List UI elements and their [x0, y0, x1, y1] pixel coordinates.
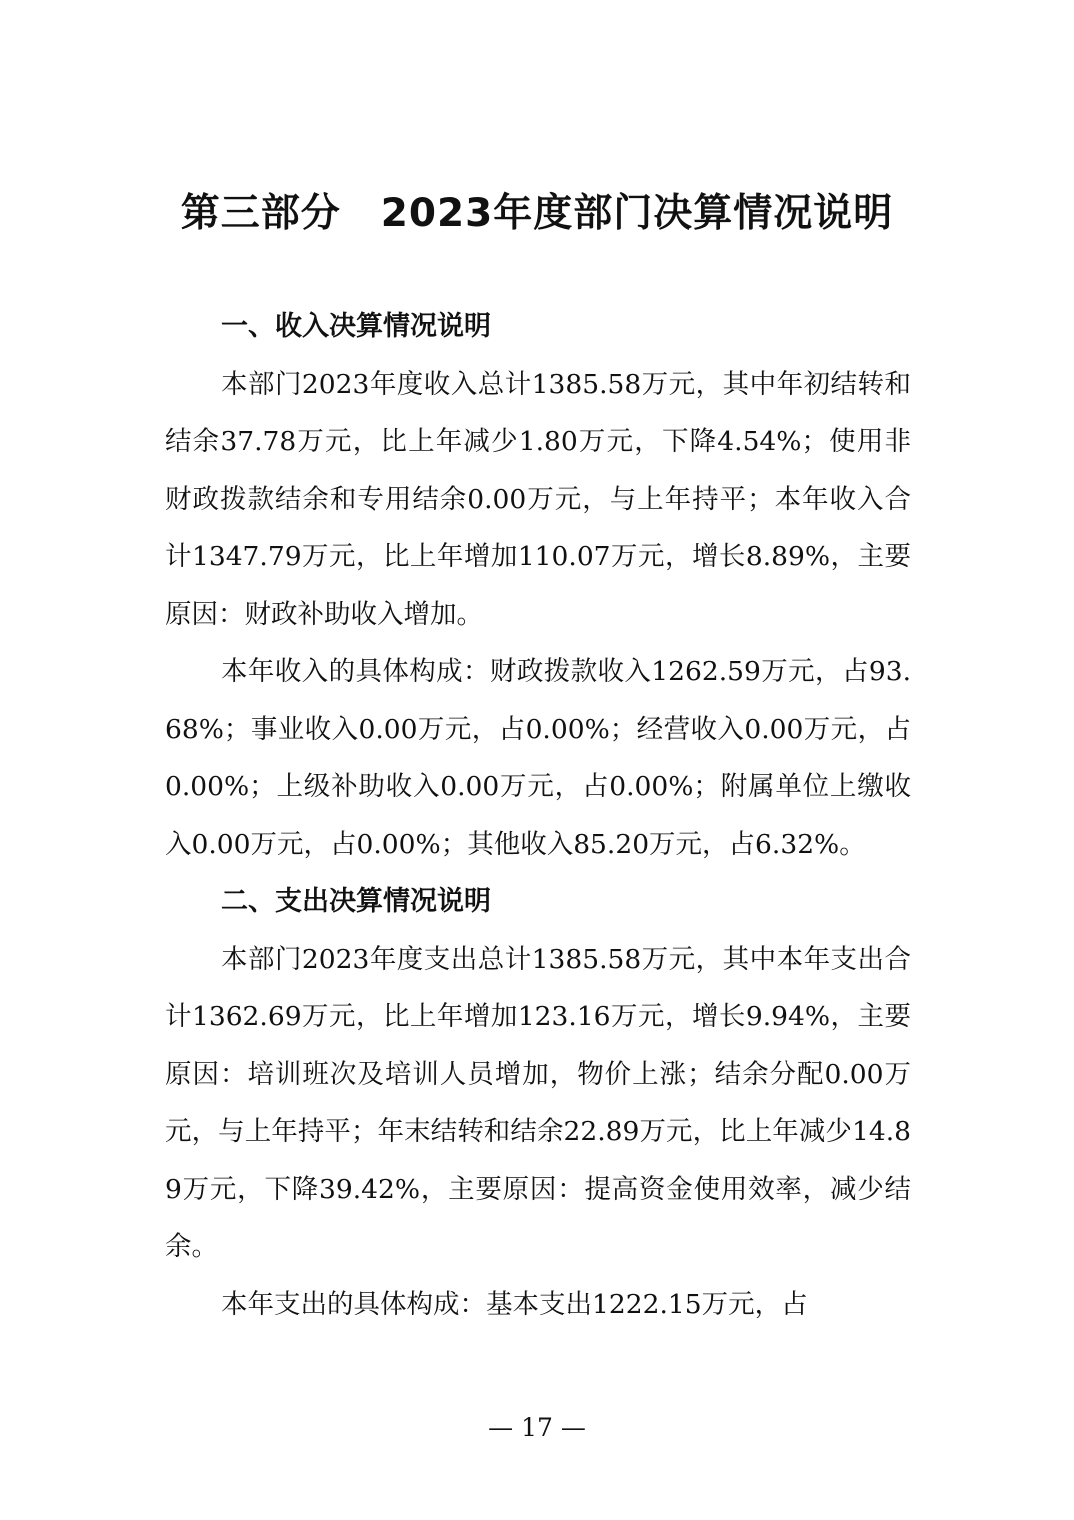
expenditure-section — [165, 873, 911, 1333]
document-body — [165, 298, 911, 1333]
expenditure-paragraph-2: 本年支出的具体构成：基本支出1222.15万元，占 — [221, 1288, 808, 1320]
income-section — [165, 298, 911, 873]
page-number: — 17 — — [488, 1413, 586, 1442]
income-paragraph-1: 本部门2023年度收入总计1385.58万元，其中年初结转和结余37.78万元，比上年减少1.80万元，下降4.54%；使用非财政拨款结余和专用结余0.00万元，与上年持平；本年收入合计1347.79万元，比上年增加110.07万元，增长8.89%，主要原因：财政补助收入增加。 — [165, 368, 911, 630]
income-heading: 一、收入决算情况说明 — [221, 311, 491, 342]
page-title: 第三部分 2023年度部门决算情况说明 — [180, 191, 894, 236]
income-paragraph-2: 本年收入的具体构成：财政拨款收入1262.59万元，占93.68%；事业收入0.00万元，占0.00%；经营收入0.00万元，占0.00%；上级补助收入0.00万元，占0.00%；附属单位上缴收入0.00万元，占0.00%；其他收入85.20万元，占6.32%。 — [165, 656, 911, 860]
expenditure-paragraph-1: 本部门2023年度支出总计1385.58万元，其中本年支出合计1362.69万元，比上年增加123.16万元，增长9.94%，主要原因：培训班次及培训人员增加，物价上涨；结余分配0.00万元，与上年持平；年末结转和结余22.89万元，比上年减少14.89万元，下降39.42%，主要原因：提高资金使用效率，减少结余。 — [165, 943, 911, 1262]
expenditure-heading: 二、支出决算情况说明 — [221, 886, 491, 917]
